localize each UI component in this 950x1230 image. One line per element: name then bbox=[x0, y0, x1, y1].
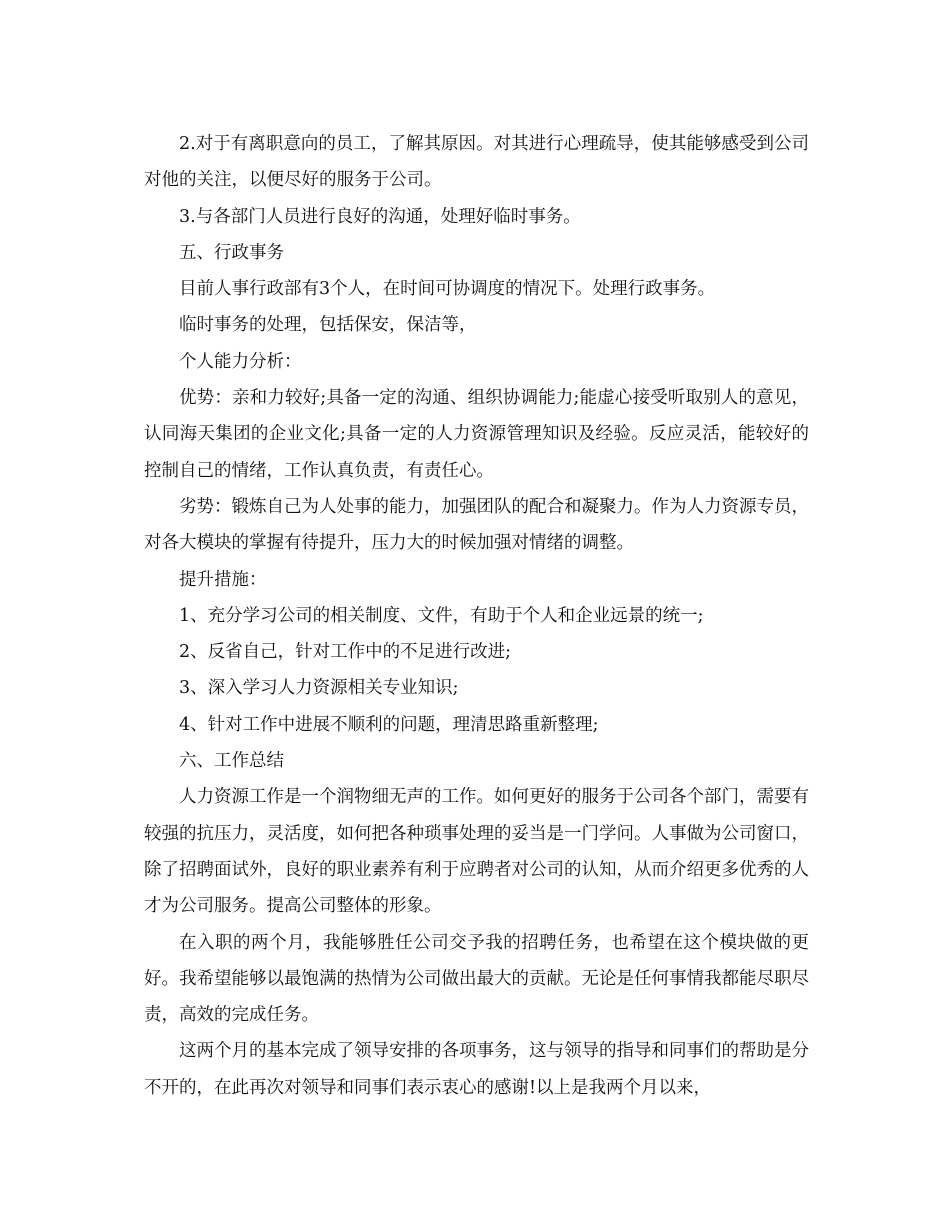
paragraph: 劣势：锻炼自己为人处事的能力，加强团队的配合和凝聚力。作为人力资源专员，对各大模块的掌握有待提升，压力大的时候加强对情绪的调整。 bbox=[144, 496, 809, 554]
paragraph: 3.与各部门人员进行良好的沟通，处理好临时事务。 bbox=[179, 206, 581, 227]
paragraph: 目前人事行政部有3个人，在时间可协调度的情况下。处理行政事务。 bbox=[179, 279, 716, 300]
section-heading: 五、行政事务 bbox=[179, 242, 284, 263]
section-heading: 六、工作总结 bbox=[179, 751, 284, 772]
paragraph: 这两个月的基本完成了领导安排的各项事务，这与领导的指导和同事们的帮助是分不开的，在此再次对领导和同事们表示衷心的感谢!以上是我两个月以来， bbox=[144, 1041, 809, 1098]
subsection-heading: 个人能力分析： bbox=[179, 351, 302, 372]
list-item: 3、深入学习人力资源相关专业知识; bbox=[179, 678, 459, 699]
subsection-heading: 提升措施： bbox=[179, 569, 267, 590]
paragraph: 在入职的两个月，我能够胜任公司交予我的招聘任务，也希望在这个模块做的更好。我希望能够以最饱满的热情为公司做出最大的贡献。无论是任何事情我都能尽职尽责，高效的完成任务。 bbox=[144, 932, 809, 1026]
list-item: 2、反省自己，针对工作中的不足进行改进; bbox=[179, 642, 512, 663]
paragraph: 临时事务的处理，包括保安，保洁等， bbox=[179, 315, 477, 336]
paragraph: 人力资源工作是一个润物细无声的工作。如何更好的服务于公司各个部门，需要有较强的抗压力，灵活度，如何把各种琐事处理的妥当是一门学问。人事做为公司窗口，除了招聘面试外，良好的职业素养有利于应聘者对公司的认知，从而介绍更多优秀的人才为公司服务。提高公司整体的形象。 bbox=[144, 787, 809, 917]
document-body bbox=[144, 126, 809, 1106]
paragraph: 优势：亲和力较好;具备一定的沟通、组织协调能力;能虚心接受听取别人的意见，认同海天集团的企业文化;具备一定的人力资源管理知识及经验。反应灵活，能较好的控制自己的情绪，工作认真负责，有责任心。 bbox=[144, 388, 809, 481]
list-item: 4、针对工作中进展不顺利的问题，理清思路重新整理; bbox=[179, 714, 599, 735]
list-item: 1、充分学习公司的相关制度、文件，有助于个人和企业远景的统一; bbox=[179, 605, 704, 626]
paragraph: 2.对于有离职意向的员工，了解其原因。对其进行心理疏导，使其能够感受到公司对他的关注，以便尽好的服务于公司。 bbox=[144, 134, 809, 191]
